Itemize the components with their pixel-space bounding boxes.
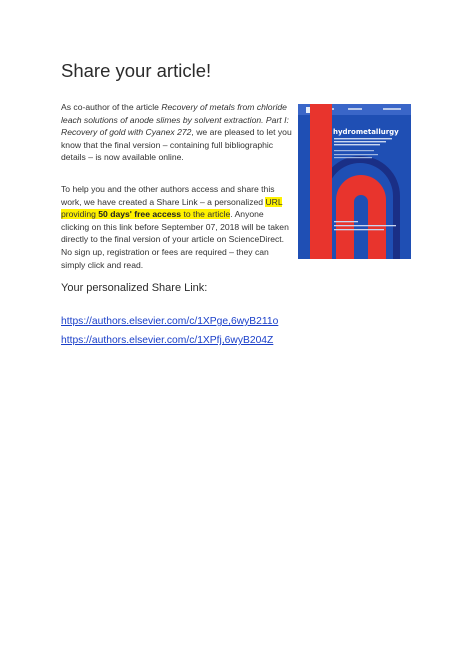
journal-cover-graphic: [298, 104, 411, 259]
intro-paragraph: [61, 101, 293, 164]
article-title: Recovery of metals from chloride leach solutions of anode slimes by solvent extraction. Part I: Recovery of gold with Cyanex 272: [61, 102, 289, 138]
share-info-text-start: To help you and the other authors access and share this work, we have created a Share Link – a personalized: [61, 184, 275, 207]
share-link-1[interactable]: https://authors.elsevier.com/c/1XPge,6wyB211o: [61, 316, 279, 327]
share-link-heading: Your personalized Share Link:: [61, 282, 208, 294]
intro-text-end: , we are pleased to let you know that the final version – containing full bibliographic details – is now available online.: [61, 127, 292, 163]
highlight-bold-text: 50 days' free access: [98, 209, 182, 220]
highlight-text-pre: URL providing: [61, 196, 283, 220]
journal-name: hydrometallurgy: [333, 128, 399, 136]
page-title: Share your article!: [61, 60, 212, 81]
intro-text-start: As co-author of the article: [61, 102, 162, 112]
journal-cover-image: [298, 104, 411, 259]
highlight-text-post: to the article: [181, 209, 231, 220]
share-info-text-end: . Anyone clicking on this link before September 07, 2018 will be taken directly to the final version of your article on ScienceDirect. No sign up, registration or fees are required – they can simply click and read.: [61, 209, 289, 270]
share-info-paragraph: [61, 183, 293, 271]
share-link-2[interactable]: https://authors.elsevier.com/c/1XPfj,6wyB204Z: [61, 335, 274, 346]
